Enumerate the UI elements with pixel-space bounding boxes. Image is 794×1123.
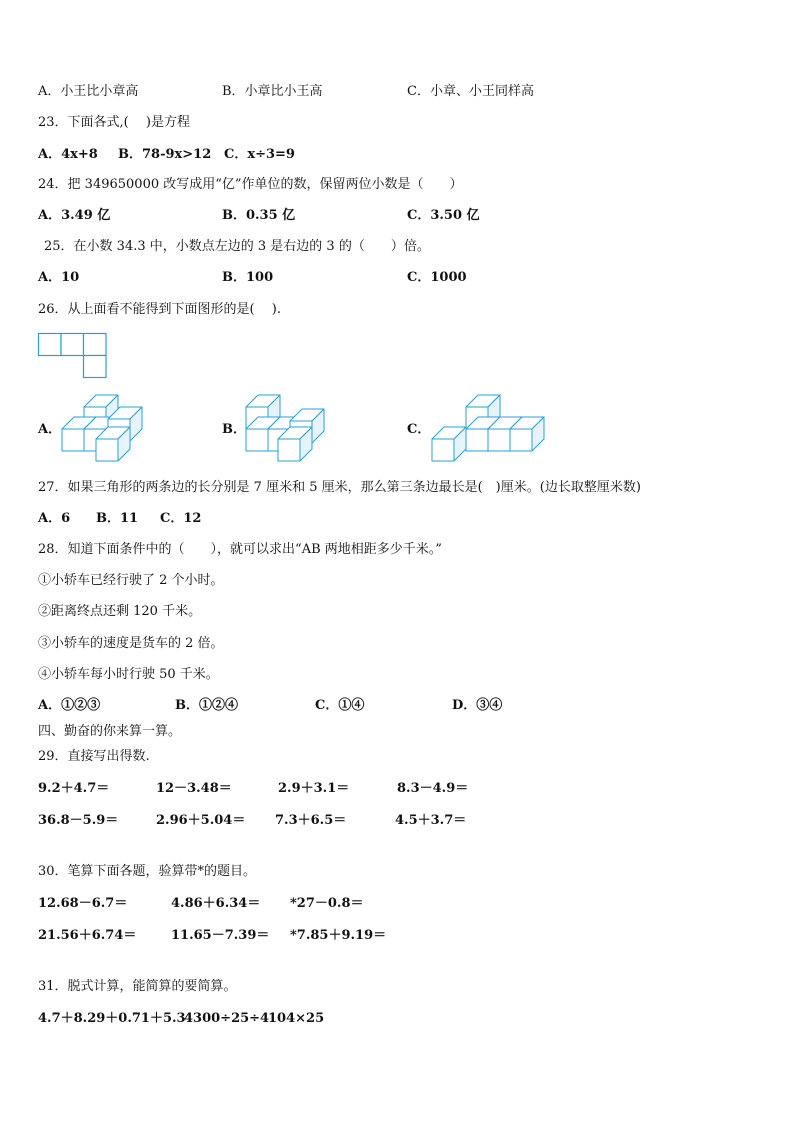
q30-item: 4.86＋6.34＝ (171, 896, 261, 911)
q27-question: 27．如果三角形的两条边的长分别是 7 厘米和 5 厘米，那么第三条边最长是( )厘米。(边长取整厘米数) (38, 480, 641, 495)
cube (432, 427, 466, 461)
q22-option-c: C．小章、小王同样高 (407, 84, 534, 99)
q30-item: 11.65－7.39＝ (171, 928, 270, 943)
section-4-title: 四、勤奋的你来算一算。 (38, 724, 182, 739)
q26-option-c: C． (407, 422, 431, 437)
q30-item: *27－0.8＝ (290, 896, 364, 911)
q26-option-a: A． (38, 422, 62, 437)
q24-question: 24．把 349650000 改写成用“亿”作单位的数，保留两位小数是（ ） (38, 177, 463, 192)
q29-item: 8.3－4.9＝ (397, 781, 469, 796)
q29-item: 36.8－5.9＝ (38, 813, 119, 828)
q31-question: 31．脱式计算，能简算的要简算。 (38, 979, 237, 994)
q22-option-b: B．小章比小王高 (222, 84, 323, 99)
q25-question: 25．在小数 34.3 中，小数点左边的 3 是右边的 3 的（ ）倍。 (44, 239, 430, 254)
q29-item: 9.2＋4.7＝ (38, 781, 110, 796)
q29-question: 29．直接写出得数. (38, 749, 150, 764)
q28-question: 28．知道下面条件中的（ ），就可以求出“AB 两地相距多少千米。” (38, 542, 442, 557)
q30-question: 30．笔算下面各题，验算带*的题目。 (38, 864, 257, 879)
q28-option-d: D．③④ (452, 698, 503, 713)
q29-item: 4.5＋3.7＝ (395, 813, 467, 828)
q25-option-a: A．10 (38, 270, 80, 285)
q23-option-a: A．4x+8 (38, 147, 98, 162)
q24-option-c: C．3.50 亿 (407, 208, 480, 223)
q29-item: 12－3.48＝ (156, 781, 232, 796)
q30-item: 12.68－6.7＝ (38, 896, 128, 911)
q28-condition-2: ②距离终点还剩 120 千米。 (38, 604, 202, 619)
cube-figure-a (58, 393, 178, 463)
q25-option-b: B．100 (222, 270, 274, 285)
q31-item: 4300÷25÷4 (184, 1011, 270, 1026)
cube-figure-c (428, 393, 568, 463)
q27-option-c: C．12 (160, 511, 202, 526)
q26-question: 26．从上面看不能得到下面图形的是( ). (38, 302, 281, 317)
q31-item: 104×25 (268, 1011, 325, 1026)
q27-option-a: A．6 (38, 511, 71, 526)
q29-item: 7.3＋6.5＝ (275, 813, 347, 828)
top-view-figure (38, 333, 108, 381)
q26-option-b: B． (222, 422, 246, 437)
q28-option-b: B．①②④ (175, 698, 238, 713)
q24-option-a: A．3.49 亿 (38, 208, 111, 223)
q31-item: 4.7＋8.29＋0.71＋5.3 (38, 1011, 186, 1026)
q28-condition-1: ①小轿车已经行驶了 2 个小时。 (38, 573, 224, 588)
q23-question: 23．下面各式,( )是方程 (38, 115, 190, 130)
cube-figure-b (240, 393, 360, 463)
q22-option-a: A．小王比小章高 (38, 84, 139, 99)
q28-option-a: A．①②③ (38, 698, 101, 713)
q24-option-b: B．0.35 亿 (222, 208, 296, 223)
q30-item: *7.85＋9.19＝ (290, 928, 387, 943)
q28-condition-4: ④小轿车每小时行驶 50 千米。 (38, 667, 219, 682)
q27-option-b: B．11 (96, 511, 139, 526)
q29-item: 2.9＋3.1＝ (278, 781, 350, 796)
q30-item: 21.56＋6.74＝ (38, 928, 137, 943)
q29-item: 2.96＋5.04＝ (156, 813, 246, 828)
q28-condition-3: ③小轿车的速度是货车的 2 倍。 (38, 636, 224, 651)
q23-option-c: C．x÷3=9 (224, 147, 295, 162)
q23-option-b: B．78-9x>12 (118, 147, 212, 162)
q28-option-c: C．①④ (315, 698, 365, 713)
q25-option-c: C．1000 (407, 270, 467, 285)
